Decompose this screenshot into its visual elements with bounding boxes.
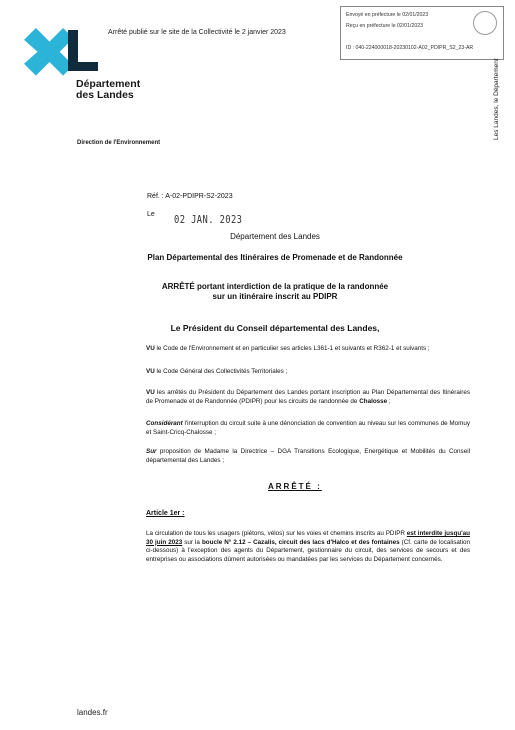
- footer-website: landes.fr: [77, 708, 108, 717]
- considerant-paragraph: Considérant l'interruption du circuit suite à une dénonciation de convention au niveau sur les communes de Momuy et Saint-Cricq-Chalosse ;: [146, 420, 470, 436]
- stamp-id: ID : 040-224000018-20230102-A02_PDIPR_S2_23-AR: [346, 45, 474, 51]
- direction-label: Direction de l'Environnement: [77, 140, 161, 146]
- reference: Réf. : A-02-PDIPR-S2-2023: [147, 193, 233, 200]
- sur-paragraph: Sur proposition de Madame la Directrice – DGA Transitions Ecologique, Energétique et Mobilités du Conseil départemental des Landes ;: [146, 448, 470, 464]
- dept-line2: des Landes: [76, 89, 134, 101]
- vu-paragraph-1: VU le Code de l'Environnement et en particulier ses articles L361-1 et suivants et R362-1 et suivants ;: [146, 345, 430, 352]
- landes-logo: [24, 28, 104, 78]
- department-name: [76, 79, 140, 101]
- arrete-title: [110, 282, 440, 302]
- vu-paragraph-2: VU le Code Général des Collectivités Territoriales ;: [146, 368, 288, 375]
- dept-heading: Département des Landes: [230, 232, 320, 241]
- prefecture-stamp: [340, 6, 504, 60]
- plan-title: Plan Départemental des Itinéraires de Promenade et de Randonnée: [147, 253, 403, 262]
- article-heading: Article 1er :: [146, 510, 185, 517]
- date-stamp: 02 JAN. 2023: [174, 213, 243, 226]
- stamp-sent: Envoyé en préfecture le 02/01/2023: [346, 12, 429, 18]
- arrete-title-line1: ARRÊTÉ portant interdiction de la pratique de la randonnée: [161, 282, 389, 291]
- article-body: La circulation de tous les usagers (piétons, vélos) sur les voies et chemins inscrits au PDIPR est interdite jusqu'au 30 juin 2023 sur la boucle N° 2.12 – Cazalis, circuit des lacs d'Halco et des fontaines (Cf. carte de localisation ci-dessous) à l'exception des agents du Département, gestionnaire du circuit, des services de secours et des entreprises ou associations dûment autorisées ou mandatées par les services du Département concernés.: [146, 530, 471, 563]
- date-prefix: Le: [147, 211, 155, 218]
- side-text: Les Landes, le Département: [493, 58, 500, 140]
- arrete-subheading: ARRÊTÉ :: [268, 482, 322, 491]
- president-heading: Le Président du Conseil départemental des Landes,: [170, 323, 380, 333]
- dept-line1: Département: [76, 78, 141, 90]
- arrete-title-line2: sur un itinéraire inscrit au PDIPR: [212, 292, 338, 301]
- published-note: Arrêté publié sur le site de la Collectivité le 2 janvier 2023: [108, 29, 286, 36]
- vu-paragraph-3: VU les arrêtés du Président du Département des Landes portant inscription au Plan Départemental des Itinéraires de Promenade et de Randonnée (PDIPR) pour les circuits de randonnée de Chalosse ;: [146, 389, 470, 405]
- stamp-received: Reçu en préfecture le 02/01/2023: [346, 23, 424, 29]
- seal-icon: [473, 11, 497, 35]
